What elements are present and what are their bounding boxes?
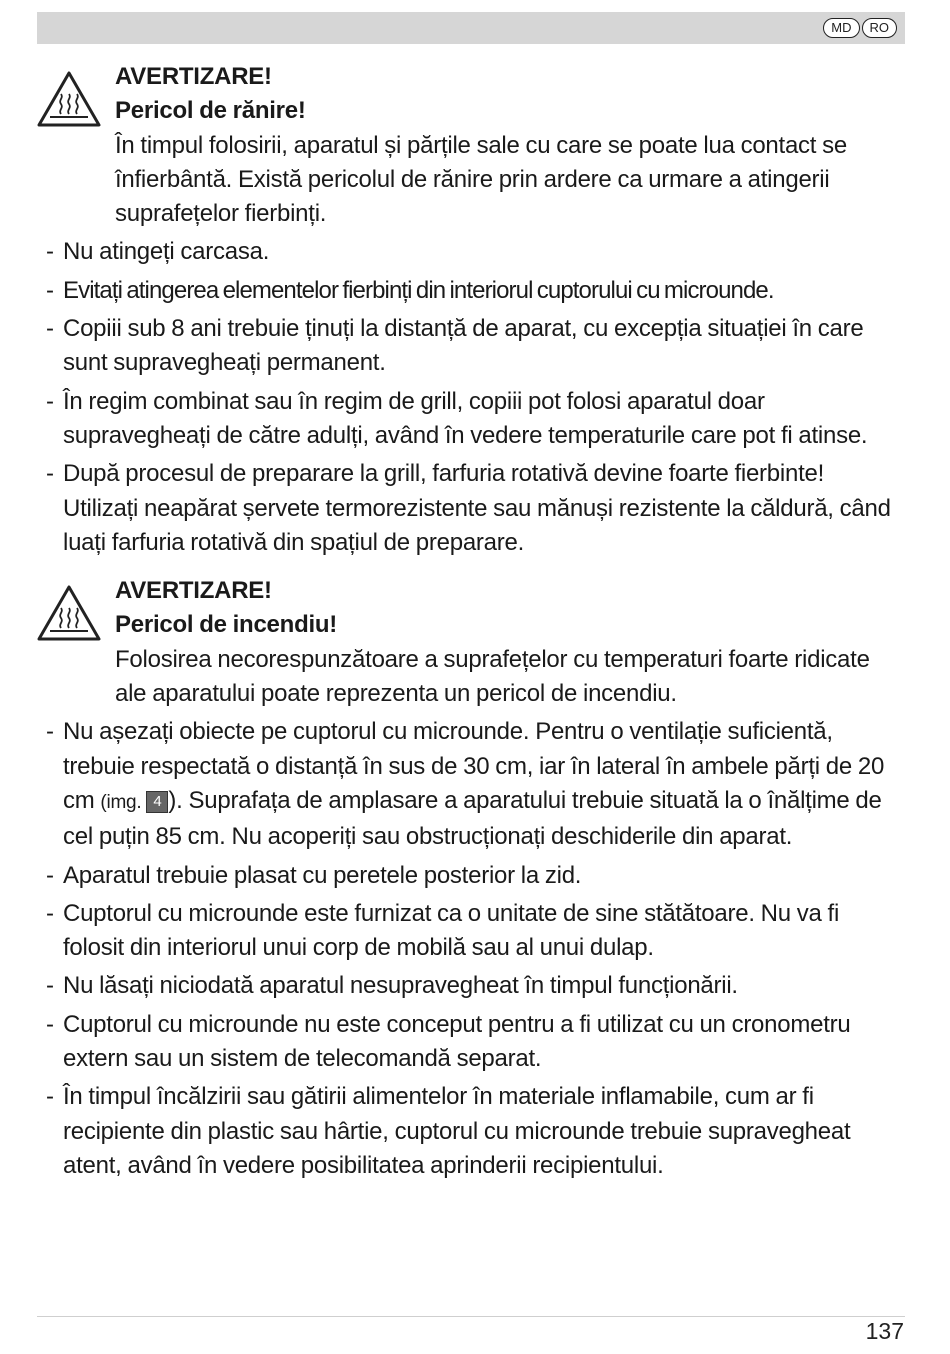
hot-surface-warning-icon	[36, 584, 102, 642]
warning-title: AVERTIZARE!	[115, 63, 272, 90]
list-item: - Aparatul trebuie plasat cu peretele posterior la zid.	[0, 859, 950, 893]
list-item: - Nu atingeți carcasa.	[0, 235, 950, 269]
lang-badge-md: MD	[823, 18, 859, 38]
warning-title: AVERTIZARE!	[115, 577, 272, 605]
footer-divider	[37, 1316, 905, 1317]
list-item: - În timpul încălzirii sau gătirii alimentelor în materiale inflamabile, cum ar fi recipiente din plastic sau hârtie, cuptorul cu microunde trebuie supravegheat atent, având în vedere posibilitatea aprinderii recipientului.	[0, 1080, 950, 1183]
figure-number-badge: 4	[146, 791, 168, 813]
warning-text: Folosirea necorespunzătoare a suprafețelor cu temperaturi foarte ridicate ale aparatului poate reprezenta un pericol de incendiu.	[115, 645, 870, 708]
bullet-list-fire	[0, 715, 950, 1183]
list-item: - Cuptorul cu microunde este furnizat ca o unitate de sine stătătoare. Nu va fi folosit din interiorul unui corp de mobilă sau al unui dulap.	[0, 897, 950, 966]
warning-subtitle: Pericol de rănire!	[115, 97, 306, 125]
hot-surface-warning-icon	[36, 70, 102, 128]
list-item: - După procesul de preparare la grill, farfuria rotativă devine foarte fierbinte! Utilizați neapărat șervete termorezistente sau mănuși rezistente la căldură, când luați farfuria rotativă din spațiul de preparare.	[0, 457, 950, 560]
bullet-list-injury	[0, 235, 950, 560]
page-content	[0, 60, 950, 1187]
list-item	[0, 715, 950, 854]
list-item: - În regim combinat sau în regim de grill, copiii pot folosi aparatul doar supravegheați de către adulți, având în vedere temperaturile care pot fi atinse.	[0, 385, 950, 454]
list-item: - Cuptorul cu microunde nu este conceput pentru a fi utilizat cu un cronometru extern sau un sistem de telecomandă separat.	[0, 1008, 950, 1077]
warning-block-fire	[0, 574, 950, 711]
list-item: - Copiii sub 8 ani trebuie ținuți la distanță de aparat, cu excepția situației în care sunt supravegheați permanent.	[0, 312, 950, 381]
language-badges	[823, 18, 897, 38]
warning-subtitle: Pericol de incendiu!	[115, 611, 338, 639]
header-bar	[37, 12, 905, 44]
page-number: 137	[865, 1318, 904, 1344]
warning-block-injury	[0, 60, 950, 231]
list-item-text: Nu așezați obiecte pe cuptorul cu microunde. Pentru o ventilație suficientă, trebuie respectată o distanță în sus de 30 cm, iar în lateral în ambele părți de 20 cm	[63, 718, 885, 814]
figure-reference: (img.	[100, 791, 142, 813]
lang-badge-ro: RO	[862, 18, 898, 38]
list-item: - Evitați atingerea elementelor fierbinți din interiorul cuptorului cu microunde.	[0, 274, 950, 308]
list-item-text: ). Suprafața de amplasare a aparatului trebuie situată la o înălțime de cel puțin 85 cm. Nu acoperiți sau obstrucționați deschiderile din aparat.	[63, 786, 882, 851]
list-item: - Nu lăsați niciodată aparatul nesupravegheat în timpul funcționării.	[0, 969, 950, 1003]
warning-text: În timpul folosirii, aparatul și părțile sale cu care se poate lua contact se înfierbântă. Există pericolul de rănire prin ardere ca urmare a atingerii suprafețelor fierbinți.	[115, 131, 847, 228]
